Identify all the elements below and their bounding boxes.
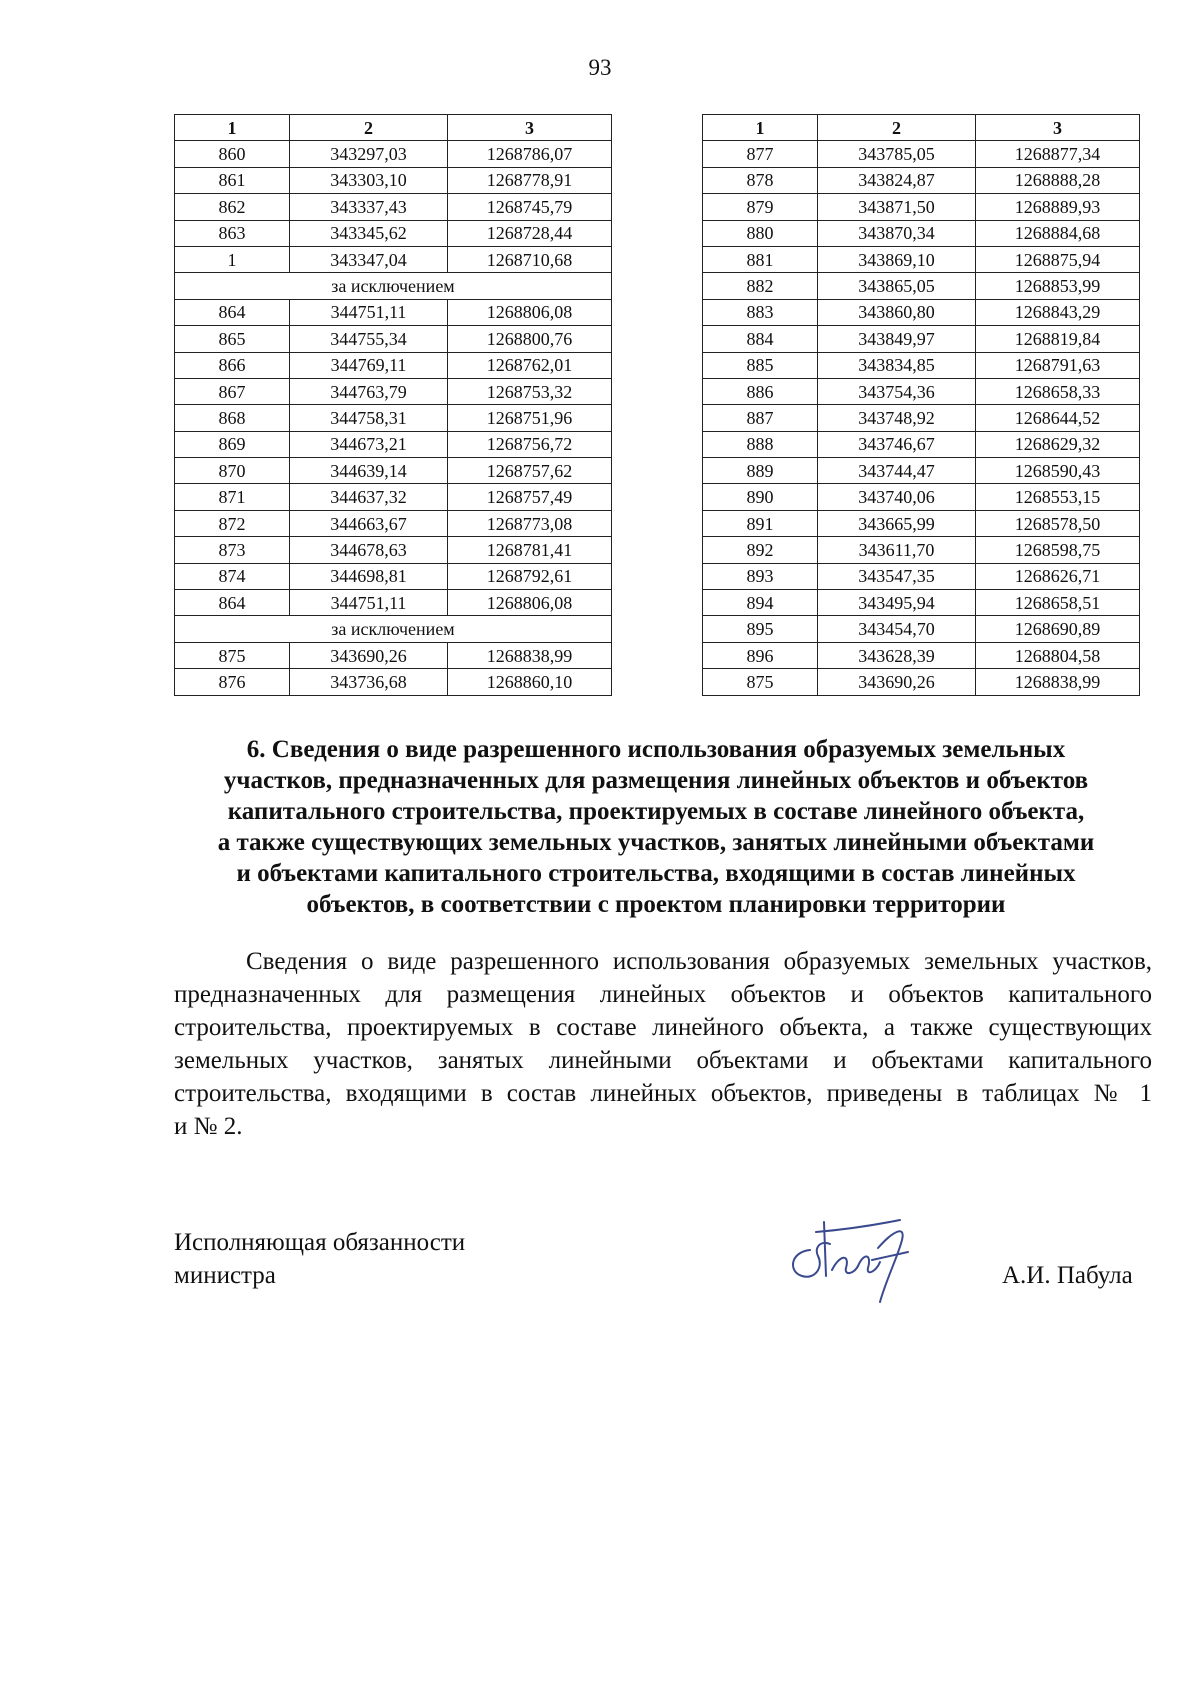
table-cell: 1268875,94 bbox=[976, 246, 1140, 272]
table-row bbox=[703, 378, 1140, 404]
table-cell: 1268658,33 bbox=[976, 378, 1140, 404]
table-cell: 1268590,43 bbox=[976, 458, 1140, 484]
table-cell: 876 bbox=[175, 669, 290, 695]
table-cell: 1268888,28 bbox=[976, 167, 1140, 193]
table-cell: 343849,97 bbox=[818, 326, 976, 352]
table-cell: 869 bbox=[175, 431, 290, 457]
table-cell: 1268753,32 bbox=[448, 378, 612, 404]
table-row bbox=[703, 537, 1140, 563]
table-row bbox=[175, 563, 612, 589]
table-cell: 874 bbox=[175, 563, 290, 589]
table-row bbox=[703, 352, 1140, 378]
table-cell: 344698,81 bbox=[290, 563, 448, 589]
table-cell: 875 bbox=[175, 642, 290, 668]
table-row bbox=[703, 458, 1140, 484]
column-header: 1 bbox=[175, 115, 290, 141]
table-cell: 867 bbox=[175, 378, 290, 404]
table-cell: 861 bbox=[175, 167, 290, 193]
table-row bbox=[175, 378, 612, 404]
table-row bbox=[175, 326, 612, 352]
table-cell: 343824,87 bbox=[818, 167, 976, 193]
table-cell: 886 bbox=[703, 378, 818, 404]
table-cell: 1268658,51 bbox=[976, 590, 1140, 616]
table-row bbox=[703, 194, 1140, 220]
table-row bbox=[703, 510, 1140, 536]
signer-name: А.И. Пабула bbox=[1002, 1262, 1133, 1289]
table-cell: 1268889,93 bbox=[976, 194, 1140, 220]
table-row bbox=[175, 220, 612, 246]
table-cell: 344755,34 bbox=[290, 326, 448, 352]
table-cell: 881 bbox=[703, 246, 818, 272]
table-cell: 344663,67 bbox=[290, 510, 448, 536]
table-cell: 343834,85 bbox=[818, 352, 976, 378]
table-row bbox=[703, 669, 1140, 695]
table-cell: 344637,32 bbox=[290, 484, 448, 510]
table-cell: 343740,06 bbox=[818, 484, 976, 510]
table-row bbox=[703, 590, 1140, 616]
table-cell: 1268853,99 bbox=[976, 273, 1140, 299]
table-row bbox=[703, 563, 1140, 589]
table-header-row bbox=[703, 115, 1140, 141]
table-cell: 343871,50 bbox=[818, 194, 976, 220]
table-row bbox=[703, 484, 1140, 510]
table-cell: 1268578,50 bbox=[976, 510, 1140, 536]
table-cell: 344758,31 bbox=[290, 405, 448, 431]
table-row bbox=[175, 405, 612, 431]
table-cell: 344763,79 bbox=[290, 378, 448, 404]
table-row bbox=[175, 484, 612, 510]
signer-position bbox=[174, 1226, 465, 1292]
heading-line: капитального строительства, проектируемых в составе линейного объекта, bbox=[227, 798, 1085, 825]
table-cell: 1268819,84 bbox=[976, 326, 1140, 352]
signer-position-line: Исполняющая обязанности bbox=[174, 1229, 466, 1256]
heading-line: и объектами капитального строительства, входящими в состав линейных bbox=[236, 860, 1076, 887]
table-cell: 1 bbox=[175, 246, 290, 272]
table-cell: 1268786,07 bbox=[448, 141, 612, 167]
table-cell: 873 bbox=[175, 537, 290, 563]
table-cell: 865 bbox=[175, 326, 290, 352]
table-row bbox=[175, 537, 612, 563]
page-number: 93 bbox=[588, 55, 612, 80]
heading-line: а также существующих земельных участков, занятых линейными объектами bbox=[217, 829, 1095, 856]
table-cell: 1268804,58 bbox=[976, 642, 1140, 668]
section-heading bbox=[174, 734, 1138, 920]
table-cell: 343337,43 bbox=[290, 194, 448, 220]
table-row bbox=[703, 616, 1140, 642]
table-row bbox=[703, 642, 1140, 668]
table-row bbox=[175, 299, 612, 325]
table-cell: 343870,34 bbox=[818, 220, 976, 246]
table-cell: 343690,26 bbox=[818, 669, 976, 695]
table-cell: 343547,35 bbox=[818, 563, 976, 589]
table-row bbox=[175, 458, 612, 484]
table-cell: 1268644,52 bbox=[976, 405, 1140, 431]
table-cell: 871 bbox=[175, 484, 290, 510]
table-cell: 870 bbox=[175, 458, 290, 484]
table-row bbox=[175, 510, 612, 536]
table-row bbox=[175, 642, 612, 668]
table-cell: 1268629,32 bbox=[976, 431, 1140, 457]
table-cell: 344678,63 bbox=[290, 537, 448, 563]
table-row bbox=[703, 220, 1140, 246]
table-cell: 343297,03 bbox=[290, 141, 448, 167]
table-row bbox=[175, 194, 612, 220]
table-cell: 1268838,99 bbox=[448, 642, 612, 668]
table-cell: 343347,04 bbox=[290, 246, 448, 272]
table-cell: 1268757,49 bbox=[448, 484, 612, 510]
table-cell: 895 bbox=[703, 616, 818, 642]
table-cell: 1268728,44 bbox=[448, 220, 612, 246]
table-cell: 1268751,96 bbox=[448, 405, 612, 431]
table-note-row bbox=[175, 273, 612, 299]
table-row bbox=[175, 669, 612, 695]
table-cell: 887 bbox=[703, 405, 818, 431]
column-header: 1 bbox=[703, 115, 818, 141]
table-cell: 877 bbox=[703, 141, 818, 167]
heading-line: объектов, в соответствии с проектом планировки территории bbox=[306, 891, 1006, 918]
table-row bbox=[175, 352, 612, 378]
table-cell: 1268756,72 bbox=[448, 431, 612, 457]
table-cell: 343611,70 bbox=[818, 537, 976, 563]
table-cell: 1268791,63 bbox=[976, 352, 1140, 378]
table-cell: 889 bbox=[703, 458, 818, 484]
table-row bbox=[703, 141, 1140, 167]
table-row bbox=[175, 431, 612, 457]
table-cell: 1268690,89 bbox=[976, 616, 1140, 642]
table-cell: 878 bbox=[703, 167, 818, 193]
table-cell: 872 bbox=[175, 510, 290, 536]
table-row bbox=[703, 326, 1140, 352]
table-cell: 343865,05 bbox=[818, 273, 976, 299]
table-cell: 1268860,10 bbox=[448, 669, 612, 695]
paragraph-line: строительства, проектируемых в составе линейного объекта, а также существующих bbox=[174, 1014, 1152, 1041]
table-cell: 1268843,29 bbox=[976, 299, 1140, 325]
table-cell: 1268553,15 bbox=[976, 484, 1140, 510]
table-cell: 891 bbox=[703, 510, 818, 536]
table-cell: 343495,94 bbox=[818, 590, 976, 616]
table-cell: 864 bbox=[175, 299, 290, 325]
table-cell: 1268884,68 bbox=[976, 220, 1140, 246]
table-cell: 343345,62 bbox=[290, 220, 448, 246]
table-cell: 1268710,68 bbox=[448, 246, 612, 272]
column-header: 3 bbox=[448, 115, 612, 141]
table-row bbox=[703, 273, 1140, 299]
table-row bbox=[175, 141, 612, 167]
table-cell: 1268745,79 bbox=[448, 194, 612, 220]
table-row bbox=[703, 405, 1140, 431]
table-cell: 1268781,41 bbox=[448, 537, 612, 563]
table-cell: 343690,26 bbox=[290, 642, 448, 668]
table-cell: 884 bbox=[703, 326, 818, 352]
table-cell: 343665,99 bbox=[818, 510, 976, 536]
table-cell: 343736,68 bbox=[290, 669, 448, 695]
paragraph-line: и № 2. bbox=[174, 1113, 243, 1140]
table-cell: 879 bbox=[703, 194, 818, 220]
table-cell: 1268598,75 bbox=[976, 537, 1140, 563]
table-cell: 863 bbox=[175, 220, 290, 246]
table-cell: 344639,14 bbox=[290, 458, 448, 484]
table-row bbox=[175, 590, 612, 616]
table-cell: 1268806,08 bbox=[448, 299, 612, 325]
table-cell: 864 bbox=[175, 590, 290, 616]
table-cell: 344751,11 bbox=[290, 299, 448, 325]
table-cell: 1268800,76 bbox=[448, 326, 612, 352]
table-cell: 343785,05 bbox=[818, 141, 976, 167]
paragraph-line: Сведения о виде разрешенного использования образуемых земельных участков, bbox=[246, 948, 1152, 975]
table-cell: 343860,80 bbox=[818, 299, 976, 325]
column-header: 2 bbox=[818, 115, 976, 141]
paragraph-line: земельных участков, занятых линейными объектами и объектами капитального bbox=[174, 1047, 1152, 1074]
heading-line: участков, предназначенных для размещения линейных объектов и объектов bbox=[223, 767, 1089, 794]
table-row bbox=[703, 299, 1140, 325]
table-cell: 1268792,61 bbox=[448, 563, 612, 589]
table-cell: 343744,47 bbox=[818, 458, 976, 484]
table-cell: 882 bbox=[703, 273, 818, 299]
column-header: 2 bbox=[290, 115, 448, 141]
table-row bbox=[175, 246, 612, 272]
table-cell: 343303,10 bbox=[290, 167, 448, 193]
table-cell: 344673,21 bbox=[290, 431, 448, 457]
table-header-row bbox=[175, 115, 612, 141]
table-cell: 883 bbox=[703, 299, 818, 325]
table-note-row bbox=[175, 616, 612, 642]
table-cell: 862 bbox=[175, 194, 290, 220]
table-cell: 1268773,08 bbox=[448, 510, 612, 536]
table-cell: 892 bbox=[703, 537, 818, 563]
table-note-cell: за исключением bbox=[175, 273, 612, 299]
table-cell: 893 bbox=[703, 563, 818, 589]
coordinates-table-left bbox=[174, 114, 612, 696]
table-cell: 343869,10 bbox=[818, 246, 976, 272]
table-row bbox=[703, 431, 1140, 457]
table-cell: 343754,36 bbox=[818, 378, 976, 404]
paragraph-line: предназначенных для размещения линейных объектов и объектов капитального bbox=[174, 981, 1152, 1008]
table-cell: 866 bbox=[175, 352, 290, 378]
body-paragraph bbox=[174, 945, 1152, 1143]
table-cell: 896 bbox=[703, 642, 818, 668]
table-cell: 880 bbox=[703, 220, 818, 246]
table-cell: 343628,39 bbox=[818, 642, 976, 668]
coordinates-table-right bbox=[702, 114, 1140, 696]
table-cell: 344769,11 bbox=[290, 352, 448, 378]
table-cell: 343746,67 bbox=[818, 431, 976, 457]
table-cell: 343454,70 bbox=[818, 616, 976, 642]
table-cell: 1268838,99 bbox=[976, 669, 1140, 695]
table-cell: 343748,92 bbox=[818, 405, 976, 431]
table-cell: 1268778,91 bbox=[448, 167, 612, 193]
table-cell: 890 bbox=[703, 484, 818, 510]
handwritten-signature bbox=[780, 1210, 930, 1310]
table-row bbox=[175, 167, 612, 193]
table-cell: 894 bbox=[703, 590, 818, 616]
table-cell: 1268757,62 bbox=[448, 458, 612, 484]
table-cell: 1268877,34 bbox=[976, 141, 1140, 167]
column-header: 3 bbox=[976, 115, 1140, 141]
table-cell: 344751,11 bbox=[290, 590, 448, 616]
table-cell: 1268806,08 bbox=[448, 590, 612, 616]
table-cell: 888 bbox=[703, 431, 818, 457]
table-cell: 1268762,01 bbox=[448, 352, 612, 378]
table-row bbox=[703, 246, 1140, 272]
table-row bbox=[703, 167, 1140, 193]
table-cell: 875 bbox=[703, 669, 818, 695]
paragraph-line: строительства, входящими в состав линейных объектов, приведены в таблицах № 1 bbox=[174, 1080, 1152, 1107]
table-note-cell: за исключением bbox=[175, 616, 612, 642]
table-cell: 860 bbox=[175, 141, 290, 167]
table-cell: 885 bbox=[703, 352, 818, 378]
table-cell: 1268626,71 bbox=[976, 563, 1140, 589]
signer-position-line: министра bbox=[174, 1262, 276, 1289]
table-cell: 868 bbox=[175, 405, 290, 431]
heading-line: 6. Сведения о виде разрешенного использования образуемых земельных bbox=[246, 736, 1066, 763]
